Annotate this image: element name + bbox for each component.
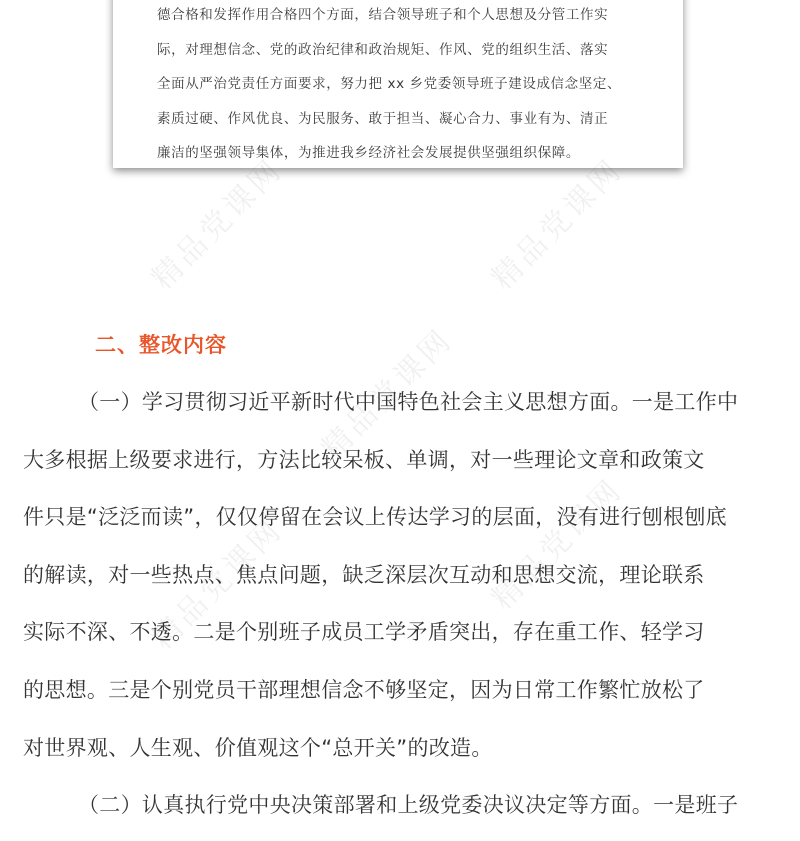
excerpt-line: 全面从严治党责任方面要求，努力把 xx 乡党委领导班子建设成信念坚定、 — [157, 76, 622, 92]
paragraph-line: 的解读，对一些热点、焦点问题，缺乏深层次互动和思想交流，理论联系 — [23, 562, 705, 587]
paragraph-line: （一）学习贯彻习近平新时代中国特色社会主义思想方面。一是工作中 — [78, 390, 739, 414]
section-heading: 二、整改内容 — [95, 333, 227, 357]
excerpt-line: 际，对理想信念、党的政治纪律和政治规矩、作风、党的组织生活、落实 — [157, 41, 609, 58]
paragraph-line: 件只是“泛泛而读”，仅仅停留在会议上传达学习的层面，没有进行刨根刨底 — [23, 505, 727, 530]
watermark: 精品党课网 — [144, 151, 290, 297]
paragraph-line: 对世界观、人生观、价值观这个“总开关”的改造。 — [23, 735, 493, 760]
watermark: 精品党课网 — [144, 511, 290, 657]
watermark: 精品党课网 — [484, 471, 630, 617]
paragraph-line: 实际不深、不透。二是个别班子成员工学矛盾突出，存在重工作、轻学习 — [23, 620, 705, 645]
watermark: 精品党课网 — [484, 151, 630, 297]
paragraph-line: 大多根据上级要求进行，方法比较呆板、单调，对一些理论文章和政策文 — [23, 447, 705, 472]
excerpt-line: 德合格和发挥作用合格四个方面，结合领导班子和个人思想及分管工作实 — [157, 7, 609, 23]
excerpt-text — [157, 4, 647, 177]
excerpt-line: 素质过硬、作风优良、为民服务、敢于担当、凝心合力、事业有为、清正 — [157, 110, 609, 127]
paragraph-line: （二）认真执行党中央决策部署和上级党委决议决定等方面。一是班子 — [78, 793, 739, 818]
watermark: 精品党课网 — [314, 321, 460, 467]
section-body — [23, 380, 783, 841]
paragraph-line: 的思想。三是个别党员干部理想信念不够坚定，因为日常工作繁忙放松了 — [23, 677, 705, 702]
excerpt-line: 廉洁的坚强领导集体，为推进我乡经济社会发展提供坚强组织保障。 — [157, 145, 580, 161]
